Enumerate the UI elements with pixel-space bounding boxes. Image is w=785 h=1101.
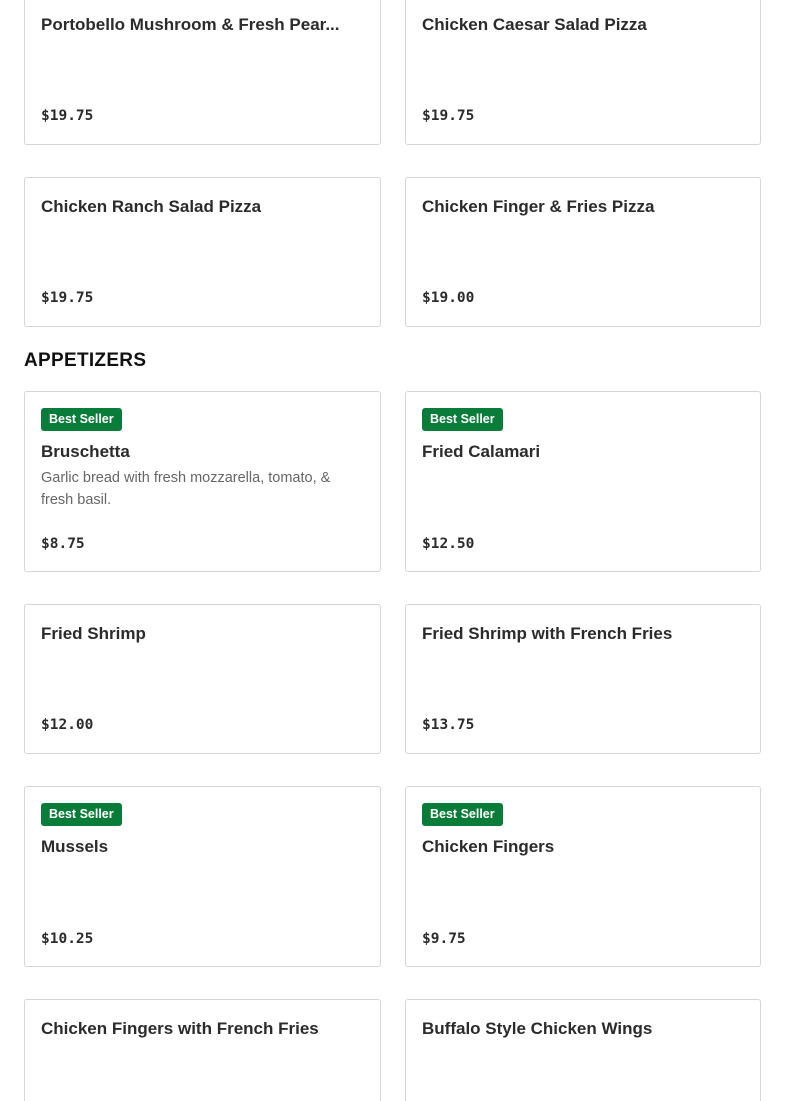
item-price: $19.75	[41, 290, 94, 306]
menu-item-card[interactable]	[405, 786, 761, 967]
best-seller-badge: Best Seller	[422, 408, 503, 431]
menu-item-card[interactable]	[405, 0, 761, 145]
item-name: Chicken Caesar Salad Pizza	[422, 15, 647, 34]
item-name: Fried Shrimp with French Fries	[422, 624, 673, 643]
menu-item-card[interactable]	[24, 0, 381, 145]
item-price: $9.75	[422, 931, 466, 947]
best-seller-badge: Best Seller	[41, 803, 122, 826]
menu-item-card[interactable]	[405, 177, 761, 327]
item-price: $19.75	[422, 108, 475, 124]
menu-item-card[interactable]	[405, 391, 761, 572]
item-price: $12.50	[422, 536, 475, 552]
menu-item-card[interactable]	[24, 999, 381, 1101]
item-description: Garlic bread with fresh mozzarella, tomato, & fresh basil.	[41, 470, 331, 508]
item-price: $19.00	[422, 290, 475, 306]
menu-item-card[interactable]	[24, 786, 381, 967]
item-name: Fried Shrimp	[41, 624, 146, 643]
menu-item-card[interactable]	[24, 391, 381, 572]
item-name: Portobello Mushroom & Fresh Pear...	[41, 15, 340, 34]
item-name: Chicken Fingers	[422, 837, 555, 856]
best-seller-badge: Best Seller	[41, 408, 122, 431]
item-name: Chicken Fingers with French Fries	[41, 1019, 319, 1038]
menu-item-card[interactable]	[405, 999, 761, 1101]
item-name: Buffalo Style Chicken Wings	[422, 1019, 653, 1038]
item-price: $12.00	[41, 717, 94, 733]
item-price: $19.75	[41, 108, 94, 124]
item-price: $10.25	[41, 931, 94, 947]
menu-item-card[interactable]	[405, 604, 761, 754]
best-seller-badge: Best Seller	[422, 803, 503, 826]
item-price: $13.75	[422, 717, 475, 733]
menu-item-card[interactable]	[24, 177, 381, 327]
section-title-appetizers: APPETIZERS	[24, 350, 147, 371]
item-name: Mussels	[41, 837, 109, 856]
item-name: Chicken Finger & Fries Pizza	[422, 197, 655, 216]
menu-item-card[interactable]	[24, 604, 381, 754]
item-price: $8.75	[41, 536, 85, 552]
item-name: Bruschetta	[41, 442, 130, 461]
item-name: Fried Calamari	[422, 442, 541, 461]
item-name: Chicken Ranch Salad Pizza	[41, 197, 262, 216]
